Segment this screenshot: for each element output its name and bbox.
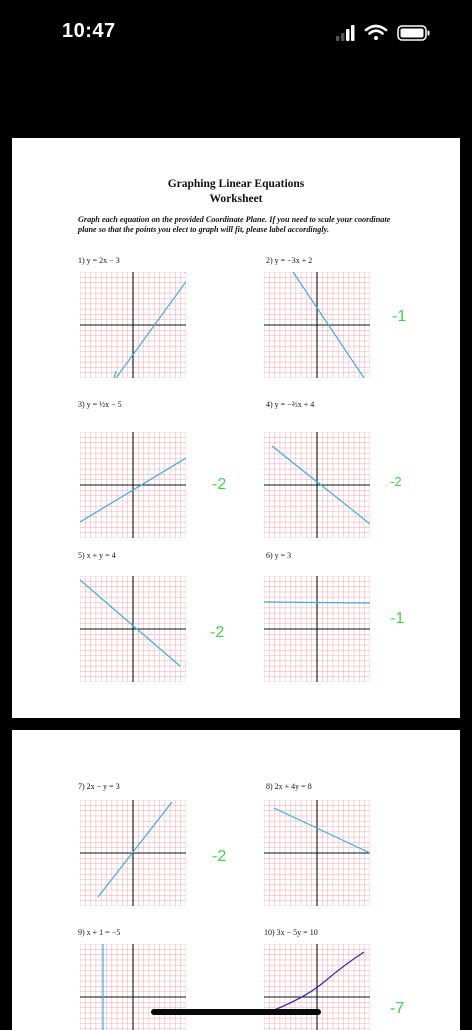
coordinate-grid	[80, 272, 186, 378]
worksheet-title: Graphing Linear Equations	[167, 178, 305, 190]
graph-2	[264, 272, 370, 378]
coordinate-grid	[264, 576, 370, 682]
problem-8-label: 8) 2x + 4y = 8	[266, 782, 312, 791]
grade-note-4: -2	[390, 474, 402, 489]
problem-7-label: 7) 2x − y = 3	[78, 782, 120, 791]
status-bar	[0, 0, 472, 70]
coordinate-grid	[80, 432, 186, 538]
graph-3	[80, 432, 186, 538]
coordinate-grid	[80, 944, 186, 1030]
coordinate-grid	[264, 272, 370, 378]
worksheet-instructions: Graph each equation on the provided Coordinate Plane. If you need to scale your coordinate plane so that the points you elect to graph will fit, please label accordingly.	[78, 215, 391, 234]
worksheet-page-1[interactable]	[12, 138, 460, 718]
worksheet-page-2[interactable]	[12, 730, 460, 1030]
problem-1-label: 1) y = 2x − 3	[78, 256, 120, 265]
coordinate-grid	[264, 800, 370, 906]
grade-note-5: -2	[210, 624, 225, 641]
wifi-icon	[366, 26, 386, 40]
graph-4	[264, 432, 370, 538]
cellular-signal-icon	[336, 25, 355, 41]
problem-10-label: 10) 3x − 5y = 10	[264, 928, 318, 937]
problem-2-label: 2) y = −3x + 2	[266, 256, 313, 265]
grade-note-3: -2	[212, 476, 227, 493]
grade-note-7: -2	[212, 848, 227, 865]
problem-9-label: 9) x + 1 = −5	[78, 928, 121, 937]
status-icons	[336, 24, 432, 42]
graph-8	[264, 800, 370, 906]
graph-7	[80, 800, 186, 906]
problem-5-label: 5) x + y = 4	[78, 551, 116, 560]
problem-3-label: 3) y = ½x − 5	[78, 400, 122, 409]
problem-6-label: 6) y = 3	[266, 551, 292, 560]
graph-10	[264, 944, 370, 1030]
student-line-7	[98, 802, 172, 897]
worksheet-subtitle: Worksheet	[209, 193, 263, 205]
status-time: 10:47	[62, 20, 116, 42]
coordinate-grid	[80, 576, 186, 682]
coordinate-grid	[264, 432, 370, 538]
grade-note-6: -1	[390, 610, 405, 627]
battery-icon	[398, 26, 430, 40]
graph-6	[264, 576, 370, 682]
graph-5	[80, 576, 186, 682]
graph-9	[80, 944, 186, 1030]
problem-4-label: 4) y = −⅔x + 4	[266, 400, 315, 409]
home-indicator[interactable]	[151, 1009, 321, 1015]
grade-note-10: -7	[390, 1000, 405, 1017]
grade-note-2: -1	[392, 308, 407, 325]
graph-1	[80, 272, 186, 378]
